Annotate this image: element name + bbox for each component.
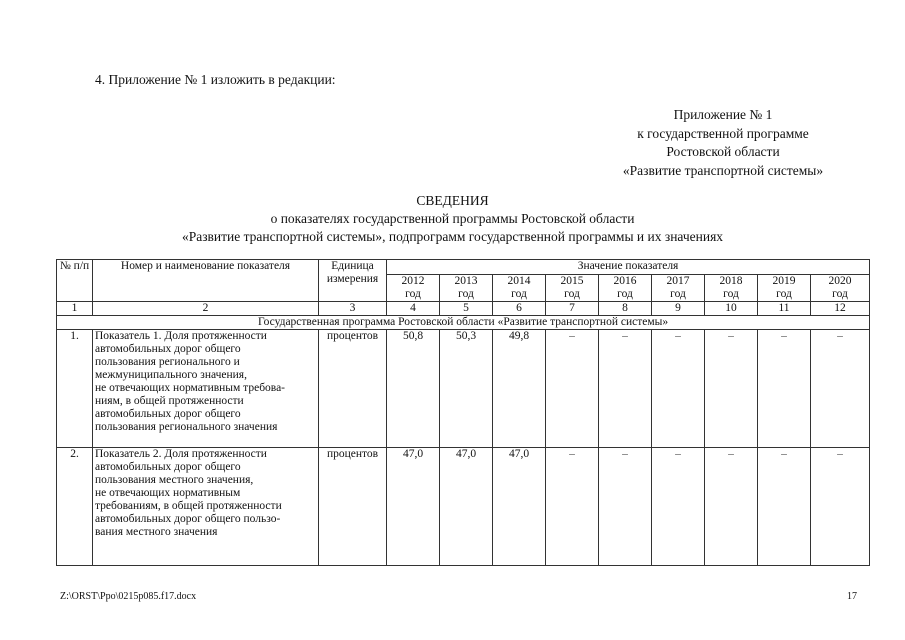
value-cell: – [705, 330, 758, 448]
year-value: 2013 [454, 275, 478, 287]
header-year [811, 275, 870, 302]
indicator-line: автомобильных дорог общего пользо- [95, 513, 281, 525]
column-number: 9 [652, 302, 705, 316]
header-year [705, 275, 758, 302]
year-suffix: год [564, 288, 580, 300]
table-row [57, 448, 870, 566]
section-title: Государственная программа Ростовской области «Развитие транспортной системы» [57, 316, 870, 330]
indicator-name [93, 330, 319, 448]
value-cell: 50,3 [440, 330, 493, 448]
year-suffix: год [670, 288, 686, 300]
value-cell: – [599, 448, 652, 566]
column-number: 12 [811, 302, 870, 316]
appendix-line: «Развитие транспортной системы» [622, 162, 824, 178]
header-year [599, 275, 652, 302]
indicators-table [56, 259, 870, 566]
header-name: Номер и наименование показателя [93, 260, 319, 302]
column-number: 2 [93, 302, 319, 316]
indicator-line: пользования местного значения, [95, 474, 254, 486]
indicator-line: требованиям, в общей протяженности [95, 500, 282, 512]
row-no: 2. [57, 448, 93, 566]
header-year [387, 275, 440, 302]
value-cell: – [546, 330, 599, 448]
indicator-line: межмуниципального значения, [95, 369, 247, 381]
unit-cell: процентов [319, 330, 387, 448]
value-cell: – [758, 448, 811, 566]
indicator-line: пользования регионального значения [95, 421, 278, 433]
year-suffix: год [458, 288, 474, 300]
footer-file-path: Z:\ORST\Ppo\0215p085.f17.docx [60, 591, 197, 602]
year-suffix: год [405, 288, 421, 300]
column-number: 4 [387, 302, 440, 316]
value-cell: – [652, 330, 705, 448]
document-subtitle-2: «Развитие транспортной системы», подпрограмм государственной программы и их значениях [181, 229, 724, 244]
value-cell: 47,0 [387, 448, 440, 566]
header-year [758, 275, 811, 302]
indicator-line: Показатель 1. Доля протяженности [95, 330, 267, 342]
value-cell: 50,8 [387, 330, 440, 448]
year-suffix: год [832, 288, 848, 300]
value-cell: 47,0 [440, 448, 493, 566]
indicator-line: автомобильных дорог общего [95, 343, 241, 355]
year-suffix: год [776, 288, 792, 300]
value-cell: – [652, 448, 705, 566]
document-title: СВЕДЕНИЯ [416, 193, 489, 208]
value-cell: – [705, 448, 758, 566]
header-year [652, 275, 705, 302]
year-value: 2014 [507, 275, 531, 287]
indicator-line: ниям, в общей протяженности [95, 395, 244, 407]
year-value: 2015 [560, 275, 584, 287]
indicator-line: пользования регионального и [95, 356, 240, 368]
column-number: 1 [57, 302, 93, 316]
year-suffix: год [617, 288, 633, 300]
indicator-line: автомобильных дорог общего [95, 408, 241, 420]
year-value: 2016 [613, 275, 637, 287]
value-cell: – [811, 448, 870, 566]
value-cell: – [758, 330, 811, 448]
year-value: 2020 [828, 275, 852, 287]
year-value: 2012 [401, 275, 425, 287]
column-number: 3 [319, 302, 387, 316]
value-cell: 47,0 [493, 448, 546, 566]
year-value: 2019 [772, 275, 796, 287]
indicator-line: не отвечающих нормативным требова- [95, 382, 286, 394]
year-value: 2017 [666, 275, 690, 287]
appendix-line: Ростовской области [666, 144, 780, 159]
column-number: 11 [758, 302, 811, 316]
year-suffix: год [511, 288, 527, 300]
document-subtitle-1: о показателях государственной программы Ростовской области [270, 211, 635, 226]
value-cell: – [546, 448, 599, 566]
row-no: 1. [57, 330, 93, 448]
column-numbers-row [57, 302, 870, 316]
header-unit: Единица измерения [319, 260, 387, 302]
indicator-line: не отвечающих нормативным [95, 487, 241, 499]
table-row [57, 330, 870, 448]
value-cell: – [599, 330, 652, 448]
appendix-line: Приложение № 1 [673, 107, 773, 122]
column-number: 7 [546, 302, 599, 316]
header-no: № п/п [57, 260, 93, 302]
value-cell: – [811, 330, 870, 448]
year-suffix: год [723, 288, 739, 300]
value-cell: 49,8 [493, 330, 546, 448]
column-number: 5 [440, 302, 493, 316]
indicator-line: Показатель 2. Доля протяженности [95, 448, 267, 460]
intro-text: 4. Приложение № 1 изложить в редакции: [95, 72, 336, 87]
section-row [57, 316, 870, 330]
table-header-row [57, 260, 870, 275]
header-year [440, 275, 493, 302]
column-number: 6 [493, 302, 546, 316]
header-values: Значение показателя [387, 260, 870, 275]
page-number: 17 [847, 591, 857, 602]
indicator-line: автомобильных дорог общего [95, 461, 241, 473]
appendix-caption [593, 106, 853, 180]
header-year [493, 275, 546, 302]
indicator-line: вания местного значения [95, 526, 218, 538]
year-value: 2018 [719, 275, 743, 287]
column-number: 10 [705, 302, 758, 316]
column-number: 8 [599, 302, 652, 316]
indicator-name [93, 448, 319, 566]
unit-cell: процентов [319, 448, 387, 566]
header-year [546, 275, 599, 302]
appendix-line: к государственной программе [637, 125, 809, 141]
